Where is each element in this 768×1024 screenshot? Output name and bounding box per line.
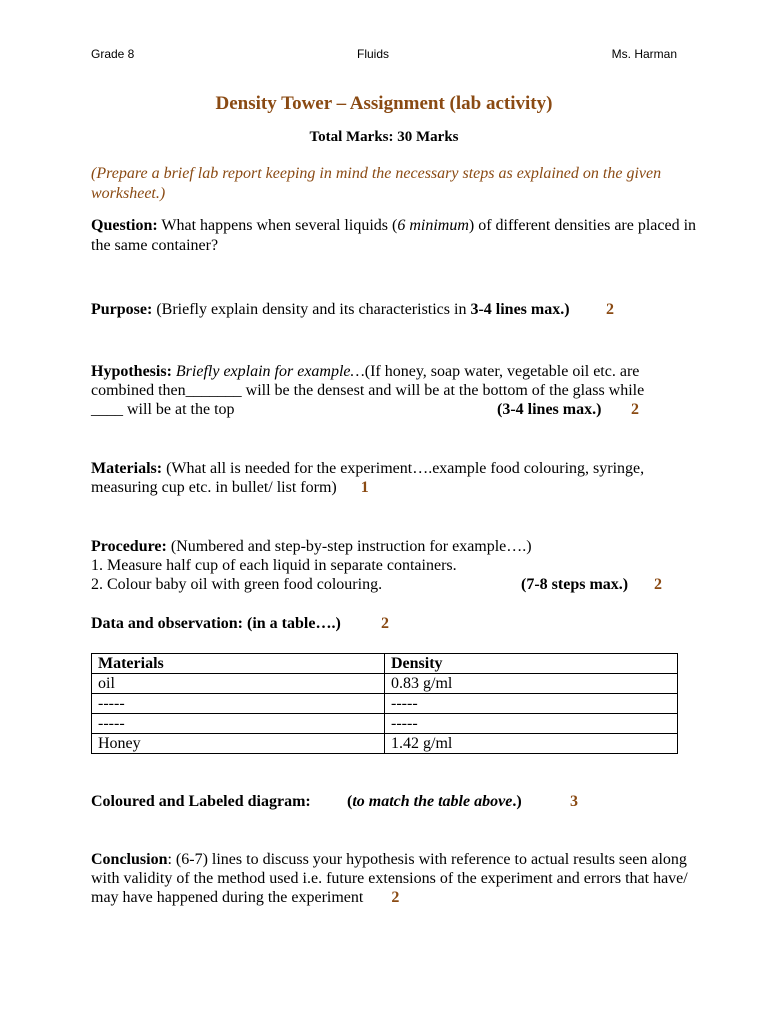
conclusion-section [91,850,703,907]
table-cell: 1.42 g/ml [385,734,678,754]
question-italic: 6 minimum [397,217,469,234]
hypothesis-line3: ____ will be at the top [91,401,235,418]
question-section [91,216,703,256]
table-cell: Honey [92,734,385,754]
materials-section [91,459,703,497]
diagram-paren-open: ( [347,793,353,810]
materials-label: Materials: [91,460,163,477]
conclusion-mark: 2 [391,889,400,906]
diagram-paren-close: .) [512,793,522,810]
hypothesis-line2: combined then_______ will be the densest and will be at the bottom of the glass while [91,382,645,399]
table-row [92,674,678,694]
purpose-mark: 2 [606,301,614,318]
diagram-italic: to match the table above [352,793,513,810]
table-cell: ----- [385,714,678,734]
hypothesis-section [91,362,703,419]
question-label: Question: [91,217,158,234]
procedure-limit: (7-8 steps max.) [521,576,629,593]
table-cell: oil [92,674,385,694]
conclusion-line3: may have happened during the experiment [91,889,364,906]
procedure-step-1: 1. Measure half cup of each liquid in separate containers. [91,557,457,574]
purpose-limit: 3-4 lines max.) [470,301,570,318]
materials-line2: measuring cup etc. in bullet/ list form) [91,479,337,496]
hypothesis-mark: 2 [631,401,639,418]
table-cell: ----- [92,694,385,714]
header-grade: Grade 8 [91,47,135,61]
table-row [92,694,678,714]
data-observation-section [91,614,703,633]
purpose-label: Purpose: [91,301,153,318]
table-cell: ----- [385,694,678,714]
table-row [92,714,678,734]
diagram-label: Coloured and Labeled diagram: [91,793,311,810]
instruction-text: (Prepare a brief lab report keeping in mind the necessary steps as explained on the given worksheet.) [91,165,662,202]
data-observation-label: Data and observation: (in a table….) [91,615,341,632]
materials-mark: 1 [360,479,369,496]
table-header-materials: Materials [92,654,385,674]
table-cell: 0.83 g/ml [385,674,678,694]
hypothesis-italic: Briefly explain for example… [171,363,365,380]
procedure-line1: (Numbered and step-by-step instruction for example….) [166,538,532,555]
question-text-b: ) of different densities are placed in the same container? [91,217,697,254]
total-marks: Total Marks: 30 Marks [309,129,459,145]
table-cell: ----- [92,714,385,734]
density-table [91,653,678,754]
diagram-mark: 3 [570,793,578,810]
procedure-section [91,537,703,594]
table-header-density: Density [385,654,678,674]
procedure-mark: 2 [654,576,662,593]
purpose-section [91,300,703,319]
hypothesis-line1: (If honey, soap water, vegetable oil etc. are [364,363,640,380]
header-subject: Fluids [357,47,390,61]
data-observation-mark: 2 [381,615,389,632]
materials-line1: (What all is needed for the experiment….example food colouring, syringe, [162,460,645,477]
hypothesis-limit: (3-4 lines max.) [497,401,602,418]
conclusion-line1: : (6-7) lines to discuss your hypothesis with reference to actual results seen along [167,851,687,868]
conclusion-line2: with validity of the method used i.e. future extensions of the experiment and errors that have/ [91,870,688,887]
question-text-a: What happens when several liquids ( [157,217,398,234]
page-header [91,47,677,61]
hypothesis-label: Hypothesis: [91,363,172,380]
header-teacher: Ms. Harman [611,47,677,61]
purpose-text: (Briefly explain density and its characteristics in [152,301,471,318]
diagram-section [91,792,703,811]
table-header-row [92,654,678,674]
page-title: Density Tower – Assignment (lab activity) [215,93,553,114]
procedure-step-2: 2. Colour baby oil with green food colouring. [91,576,383,593]
conclusion-label: Conclusion [91,851,168,868]
table-row [92,734,678,754]
procedure-label: Procedure: [91,538,167,555]
